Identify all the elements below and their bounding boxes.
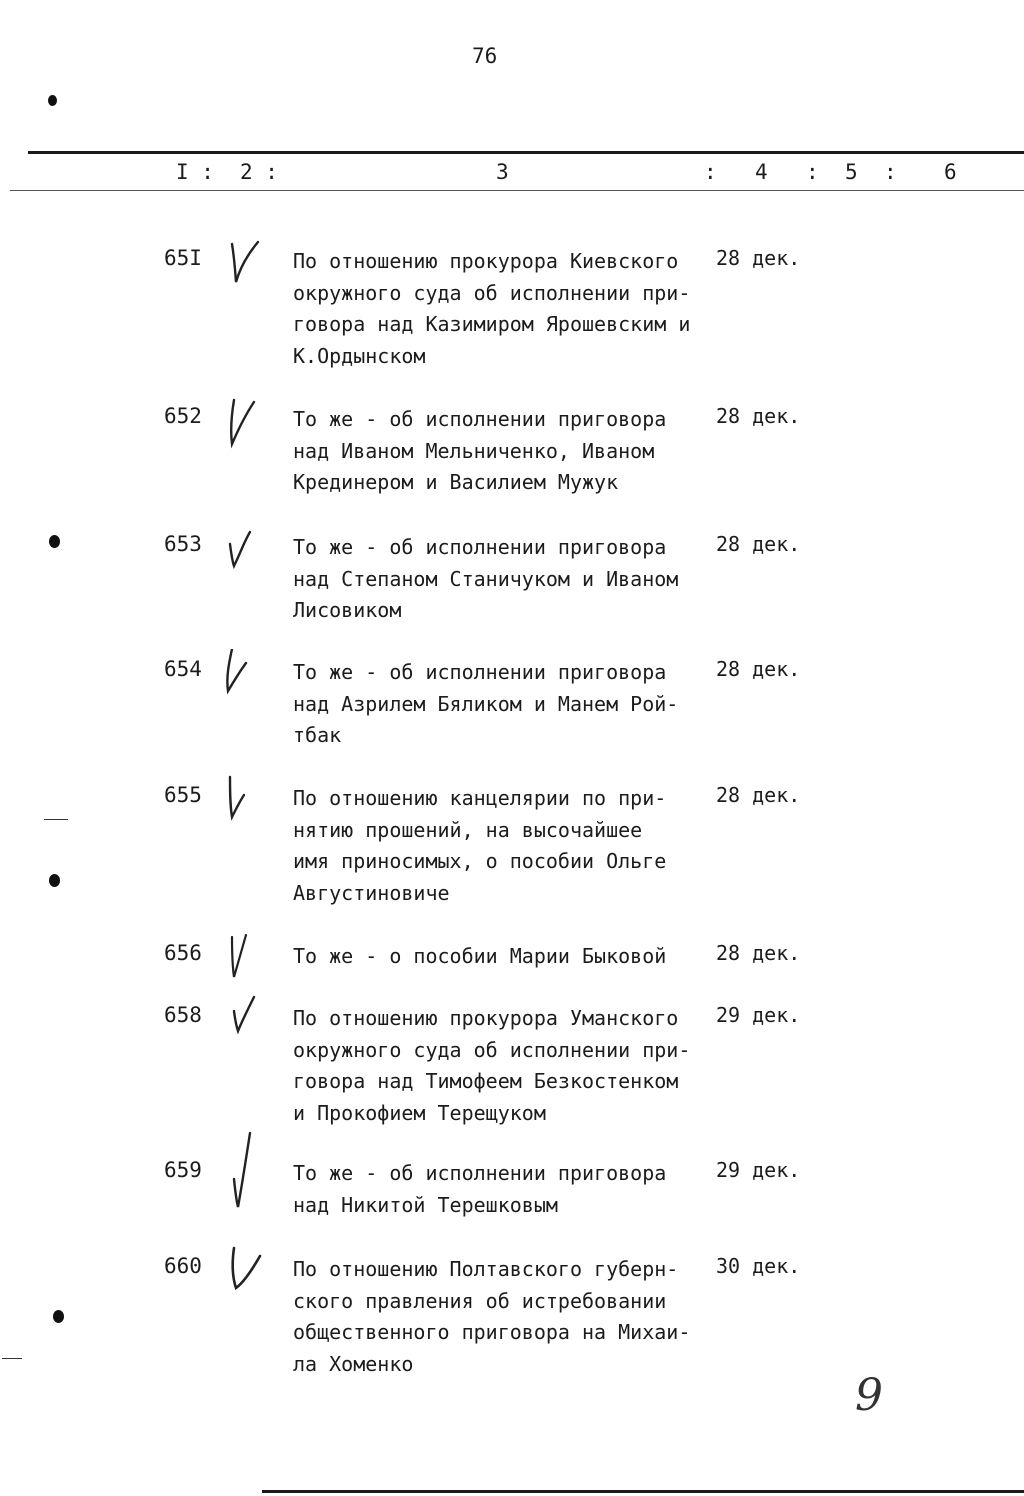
entry-date: 28 дек. — [716, 657, 801, 681]
entry-date: 28 дек. — [716, 941, 801, 965]
checkmark-icon — [222, 933, 266, 987]
entry-line: и Прокофием Терещуком — [293, 1100, 546, 1125]
entry-line: говора над Казимиром Ярошевским и — [293, 312, 691, 336]
entry-line: над Иваном Мельниченко, Иваном — [293, 438, 655, 463]
entry-date: 30 дек. — [716, 1254, 801, 1278]
entry-line: говора над Тимофеем Безкостенком — [293, 1069, 679, 1093]
column-header-5: 5 — [845, 160, 858, 184]
entry-line: окружного суда об исполнении при- — [293, 280, 691, 305]
entry-date: 29 дек. — [716, 1158, 801, 1182]
page-number: 76 — [472, 44, 498, 68]
entry-line: имя приносимых, о пособии Ольге — [293, 849, 667, 873]
entry-line: По отношению Полтавского губерн- — [293, 1257, 679, 1281]
checkmark-icon — [222, 775, 266, 829]
entry-number: 658 — [164, 1003, 202, 1027]
entry-line: То же - об исполнении приговора — [293, 660, 667, 684]
entry-number: 65I — [164, 246, 202, 270]
entry-line: окружного суда об исполнении при- — [293, 1037, 691, 1062]
entry-line: То же - об исполнении приговора — [293, 535, 667, 559]
entry-date: 28 дек. — [716, 783, 801, 807]
column-header-6: 6 — [944, 160, 957, 184]
entry-line: К.Ордынском — [293, 343, 426, 368]
entry-line: По отношению прокурора Киевского — [293, 249, 679, 273]
margin-mark — [2, 1358, 22, 1359]
entry-number: 655 — [164, 783, 202, 807]
entry-line: нятию прошений, на высочайшее — [293, 817, 643, 842]
entry-line: тбак — [293, 723, 342, 747]
entry-line: Лисовиком — [293, 598, 402, 622]
checkmark-icon — [222, 995, 266, 1049]
checkmark-icon — [222, 1102, 266, 1210]
column-separator: : — [884, 160, 897, 184]
entry-description — [293, 532, 713, 627]
column-header-3: 3 — [496, 160, 509, 184]
entry-date: 28 дек. — [716, 404, 801, 428]
entry-line: общественного приговора на Михаи- — [293, 1320, 691, 1344]
entry-line: По отношению прокурора Уманского — [293, 1006, 679, 1030]
entry-description — [293, 783, 713, 909]
margin-annotation: 9 — [855, 1370, 883, 1421]
entry-description — [293, 246, 713, 372]
entry-date: 28 дек. — [716, 246, 801, 270]
entry-line: над Никитой Терешковым — [293, 1192, 558, 1217]
checkmark-icon — [222, 238, 266, 292]
bottom-rule — [262, 1490, 1024, 1493]
entry-line: То же - об исполнении приговора — [293, 1161, 667, 1185]
checkmark-icon — [222, 1246, 266, 1300]
entry-line: Августинoвиче — [293, 880, 450, 905]
entry-description — [293, 1158, 713, 1221]
entry-line: ла Хоменко — [293, 1351, 414, 1376]
entry-date: 29 дек. — [716, 1003, 801, 1027]
entry-description — [293, 1254, 713, 1380]
entry-number: 660 — [164, 1254, 202, 1278]
entry-line: ского правления об истребовании — [293, 1288, 667, 1313]
entry-line: То же - об исполнении приговора — [293, 407, 667, 431]
entry-description — [293, 941, 713, 973]
entry-description — [293, 404, 713, 499]
entry-number: 659 — [164, 1158, 202, 1182]
checkmark-icon — [222, 649, 266, 703]
binding-hole — [48, 95, 57, 106]
entry-description — [293, 1003, 713, 1129]
binding-hole — [49, 535, 60, 548]
binding-hole — [53, 1310, 64, 1323]
column-separator: : — [806, 160, 819, 184]
entry-line: над Азрилем Бяликом и Манем Рой- — [293, 691, 679, 716]
column-separator: : — [704, 160, 717, 184]
entry-number: 656 — [164, 941, 202, 965]
entry-line: По отношению канцелярии по при- — [293, 786, 667, 810]
entry-line: То же - о пособии Марии Быковой — [293, 944, 667, 968]
margin-mark — [44, 819, 68, 820]
entry-number: 654 — [164, 657, 202, 681]
binding-hole — [49, 874, 60, 887]
column-header-4: 4 — [755, 160, 768, 184]
entry-line: Крединером и Василием Мужук — [293, 470, 619, 494]
entry-description — [293, 657, 713, 752]
table-top-rule — [28, 151, 1024, 154]
entry-number: 652 — [164, 404, 202, 428]
column-header-2: 2 : — [240, 160, 278, 184]
checkmark-icon — [222, 524, 266, 578]
header-underline — [10, 190, 1024, 191]
checkmark-icon — [222, 396, 266, 450]
entry-number: 653 — [164, 532, 202, 556]
entry-date: 28 дек. — [716, 532, 801, 556]
column-header-1: I : — [176, 160, 214, 184]
entry-line: над Степаном Станичуком и Иваном — [293, 566, 679, 591]
